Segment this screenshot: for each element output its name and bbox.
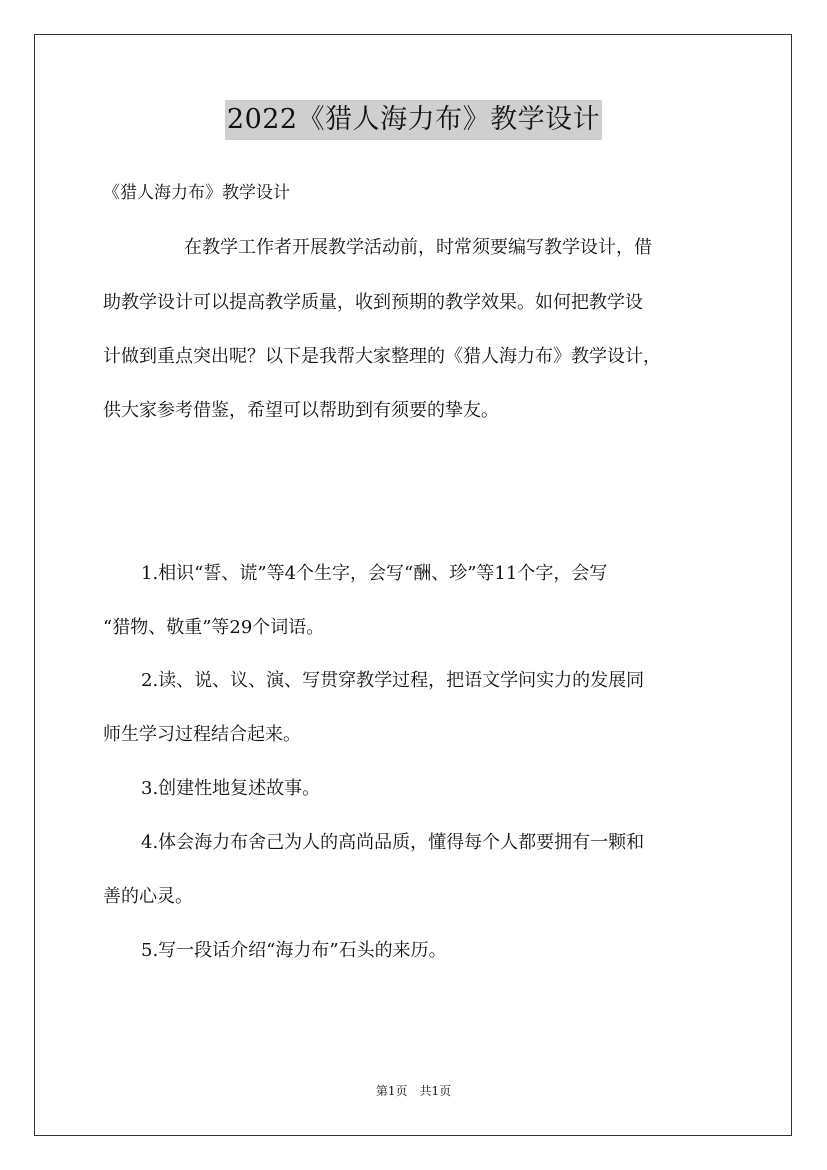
- goal-line: 善的心灵。: [103, 886, 193, 907]
- goal-line: 1.相识“誓、谎”等4个生字，会写“酬、珍”等11个字，会写: [141, 563, 608, 584]
- document-title: 2022《猎人海力布》教学设计: [225, 100, 602, 140]
- goal-line: 5.写一段话介绍“海力布”石头的来历。: [141, 940, 447, 961]
- intro-line: 在教学工作者开展教学活动前，时常须要编写教学设计，借: [184, 237, 652, 258]
- goal-line: 4.体会海力布舍己为人的高尚品质，懂得每个人都要拥有一颗和: [141, 832, 645, 853]
- goal-line: 2.读、说、议、演、写贯穿教学过程，把语文学问实力的发展同: [141, 670, 645, 691]
- goal-line: 师生学习过程结合起来。: [103, 724, 301, 745]
- intro-line: 助教学设计可以提高教学质量，收到预期的教学效果。如何把教学设: [103, 292, 643, 313]
- intro-line: 供大家参考借鉴，希望可以帮助到有须要的挚友。: [103, 400, 499, 421]
- intro-line: 计做到重点突出呢？以下是我帮大家整理的《猎人海力布》教学设计，: [103, 346, 661, 367]
- title-container: [0, 100, 827, 140]
- document-subtitle: 《猎人海力布》教学设计: [103, 183, 290, 203]
- goal-line: “猎物、敬重”等29个词语。: [103, 617, 325, 638]
- page-footer: 第1页 共1页: [375, 1084, 452, 1098]
- goal-line: 3.创建性地复述故事。: [141, 778, 321, 799]
